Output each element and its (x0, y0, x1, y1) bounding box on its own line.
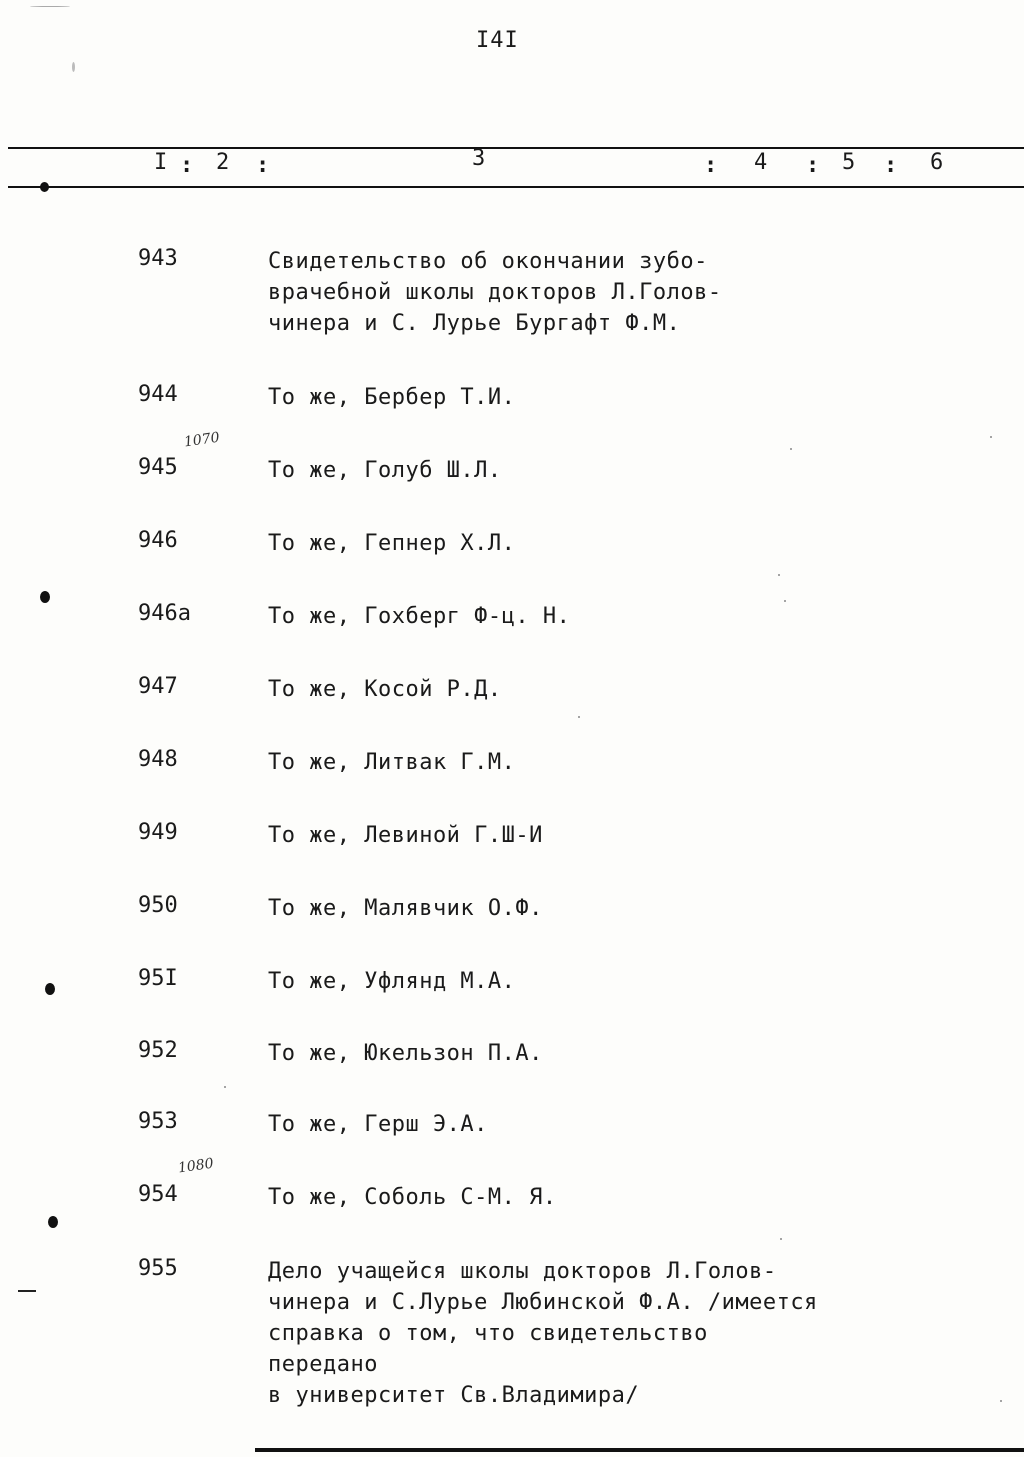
entry-description: То же, Гохберг Ф-ц. Н. (268, 604, 571, 629)
entry-number: 948 (138, 747, 178, 772)
column-header-2: 2 (216, 150, 230, 175)
column-header-5: 5 (842, 150, 856, 175)
entry-description: То же, Косой Р.Д. (268, 677, 502, 702)
page-number: I4I (476, 28, 519, 53)
entry-description: Дело учащейся школы докторов Л.Голов- чинера и С.Лурье Любинской Ф.А. /имеется справка о том, что свидетельство передано в университет Св.Владимира/ (268, 1259, 818, 1408)
column-separator: : (256, 153, 270, 178)
header-bottom-rule (8, 186, 1024, 188)
entry-number: 95I (138, 966, 178, 991)
entry-number: 954 (138, 1182, 178, 1207)
entry-number: 949 (138, 820, 178, 845)
entry-number: 955 (138, 1256, 178, 1281)
entry-description: То же, Левиной Г.Ш-И (268, 823, 543, 848)
entry-number: 950 (138, 893, 178, 918)
scan-speck (72, 62, 75, 72)
scan-speck (780, 1238, 782, 1240)
entry-number: 944 (138, 382, 178, 407)
entry-number: 952 (138, 1038, 178, 1063)
entry-description: То же, Соболь С-М. Я. (268, 1185, 557, 1210)
entry-description: То же, Литвак Г.М. (268, 750, 516, 775)
entry-description: Свидетельство об окончании зубо- врачебной школы докторов Л.Голов- чинера и С. Лурье Бургафт Ф.М. (268, 249, 722, 336)
entry-description: То же, Герш Э.А. (268, 1112, 488, 1137)
column-separator: : (884, 153, 898, 178)
entry-number: 947 (138, 674, 178, 699)
scan-speck (224, 1086, 226, 1088)
scan-speck (30, 6, 70, 7)
entry-description: То же, Бербер Т.И. (268, 385, 516, 410)
handwritten-note: 1070 (183, 429, 221, 451)
entry-number: 946а (138, 601, 191, 626)
scan-speck (1000, 1400, 1002, 1402)
scan-speck (990, 436, 992, 438)
footer-rule (255, 1448, 1024, 1452)
column-separator: : (180, 153, 194, 178)
entry-description: То же, Гепнер Х.Л. (268, 531, 516, 556)
scan-speck (578, 716, 580, 718)
handwritten-note: 1080 (177, 1155, 215, 1177)
margin-mark (18, 1290, 36, 1292)
scan-speck (790, 448, 792, 450)
scan-speck (784, 600, 786, 602)
punch-hole-mark (40, 182, 49, 192)
entry-number: 943 (138, 246, 178, 271)
column-separator: : (704, 153, 718, 178)
entry-description: То же, Голуб Ш.Л. (268, 458, 502, 483)
column-header-1: I (154, 150, 168, 175)
column-separator: : (806, 153, 820, 178)
entry-description: То же, Уфлянд М.А. (268, 969, 516, 994)
punch-hole-mark (40, 591, 50, 603)
scan-speck (778, 574, 780, 576)
entry-number: 946 (138, 528, 178, 553)
column-header-3: 3 (472, 146, 486, 171)
entry-description: То же, Малявчик О.Ф. (268, 896, 543, 921)
punch-hole-mark (45, 983, 55, 995)
header-top-rule (8, 147, 1024, 149)
punch-hole-mark (48, 1216, 58, 1228)
entry-number: 945 (138, 455, 178, 480)
entry-description: То же, Юкельзон П.А. (268, 1041, 543, 1066)
entry-number: 953 (138, 1109, 178, 1134)
column-header-6: 6 (930, 150, 944, 175)
column-header-4: 4 (754, 150, 768, 175)
